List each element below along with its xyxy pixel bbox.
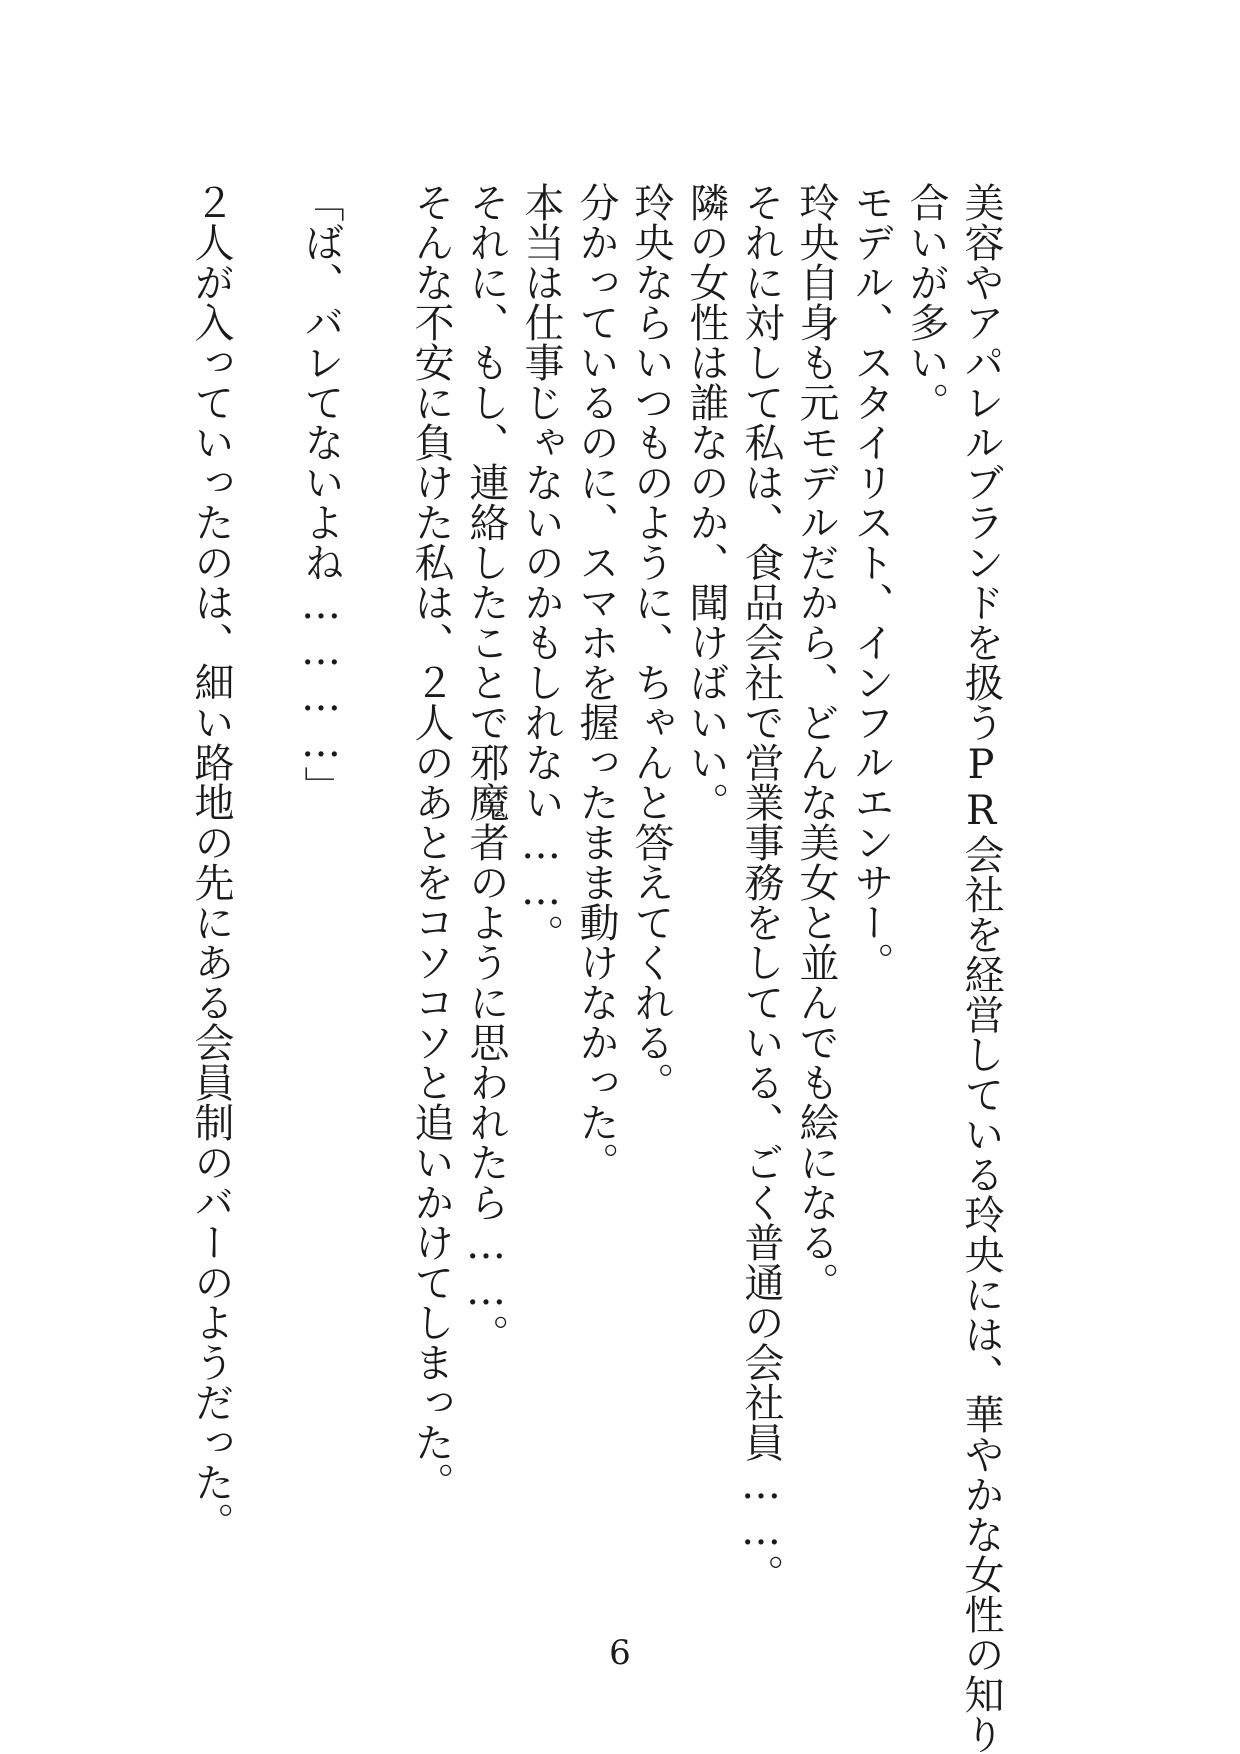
text-line: それに、もし、連絡したことで邪魔者のように思われたら……。 [463, 182, 509, 1354]
page-number: 6 [609, 1633, 631, 1673]
blank-line [348, 182, 403, 1542]
text-line: 美容やアパレルブランドを扱うPR会社を経営している玲央には、華やかな女性の知り [958, 182, 1004, 1754]
vertical-body-text [183, 182, 1008, 1754]
text-line: 隣の女性は誰なのか、聞けばいい。 [683, 182, 729, 822]
text-line: 玲央自身も元モデルだから、どんな美女と並んでも絵になる。 [793, 182, 839, 1302]
text-line: 玲央ならいつものように、ちゃんと答えてくれる。 [628, 182, 674, 1102]
dialogue-line: 「ば、バレてないよね…………」 [298, 182, 344, 806]
text-line: そんな不安に負けた私は、２人のあとをコソコソと追いかけてしまった。 [408, 182, 454, 1502]
text-line: 分かっているのに、スマホを握ったまま動けなかった。 [573, 182, 619, 1182]
text-line: それに対して私は、食品会社で営業事務をしている、ごく普通の会社員……。 [738, 182, 784, 1594]
text-line: ２人が入っていったのは、細い路地の先にある会員制のバーのようだった。 [188, 182, 234, 1542]
text-line: モデル、スタイリスト、インフルエンサー。 [848, 182, 894, 982]
text-line: 合いが多い。 [903, 182, 949, 422]
blank-line [238, 182, 293, 1542]
text-line: 本当は仕事じゃないのかもしれない……。 [518, 182, 564, 954]
